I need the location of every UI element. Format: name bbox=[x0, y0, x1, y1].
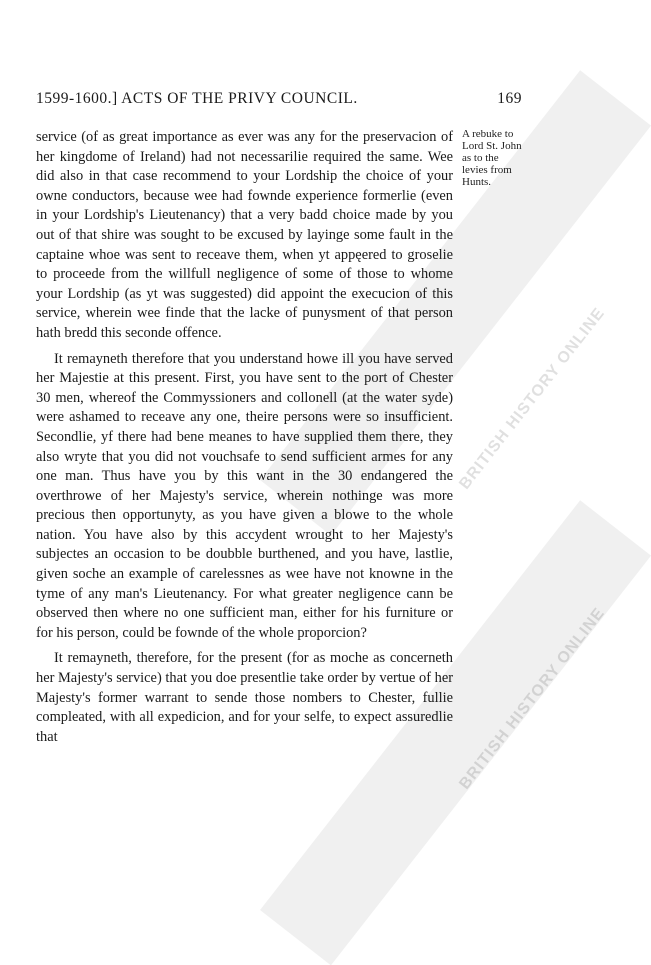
margin-note-line: Lord St. John bbox=[462, 140, 522, 152]
body-text bbox=[36, 128, 453, 753]
header-title: 1599-1600.] ACTS OF THE PRIVY COUNCIL. bbox=[36, 90, 358, 107]
margin-note-line: A rebuke to bbox=[462, 128, 514, 140]
margin-note-line: as to the bbox=[462, 152, 499, 164]
watermark-text: BRITISH HISTORY ONLINE bbox=[456, 604, 609, 793]
running-header bbox=[36, 90, 522, 112]
paragraph: service (of as great importance as ever was any for the preservacion of her kingdome of Ireland) had not necessarilie required the same. Wee did also in that case recommend to your Lordship the choice of your owne conductors, because wee had fownde experience formerlie (even in your Lordship's Lieutenancy) that a very badd choice made by you out of that shire was sought to be excused by layinge some fault in the captaine whoe was sent to receave them, when yt appęered to groselie to proceede from the willfull negligence of some of those to whome your Lordship (as yt was suggested) did appoint the execucion of this service, wherein wee finde that the lacke of punysment of that person hath bredd this seconde offence. bbox=[36, 129, 453, 341]
margin-note-line: Hunts. bbox=[462, 176, 492, 188]
watermark-text: BRITISH HISTORY ONLINE bbox=[456, 304, 609, 493]
paragraph: It remayneth therefore that you understand howe ill you have served her Majestie at this present. First, you have sent to the port of Chester 30 men, whereof the Commyssioners and collonell (at the water syde) were ashamed to receave any one, theire persons were so insufficient. Secondlie, yf there had bene meanes to have supplied them there, they also wryte that you did not vouchsafe to send sufficient armes for any one man. Thus have you by this want in the 30 endangered the overthrowe of her Majesty's service, wherein nothinge was more precious then opportunyty, as you have given a blowe to the whole nation. You have also by this accydent wrought to her Majesty's subjectes an occasion to be doubble burthened, and you have, lastlie, given soche an example of carelessnes as wee have not knowne in the tyme of any man's Lieutenancy. For what greater negligence cann be observed then where no one sufficient man, either for his furniture or for his person, could be fownde of the whole proporcion? bbox=[36, 350, 453, 641]
paragraph: It remayneth, therefore, for the present (for as moche as concerneth her Majesty's service) that you doe presentlie take order by vertue of her Majesty's former warrant to sende those nombers to Chester, fullie compleated, with all expedicion, and for your selfe, to expect assuredlie that bbox=[36, 650, 453, 745]
margin-note-line: levies from bbox=[462, 164, 512, 176]
page-number: 169 bbox=[497, 90, 522, 107]
margin-note bbox=[462, 128, 562, 188]
